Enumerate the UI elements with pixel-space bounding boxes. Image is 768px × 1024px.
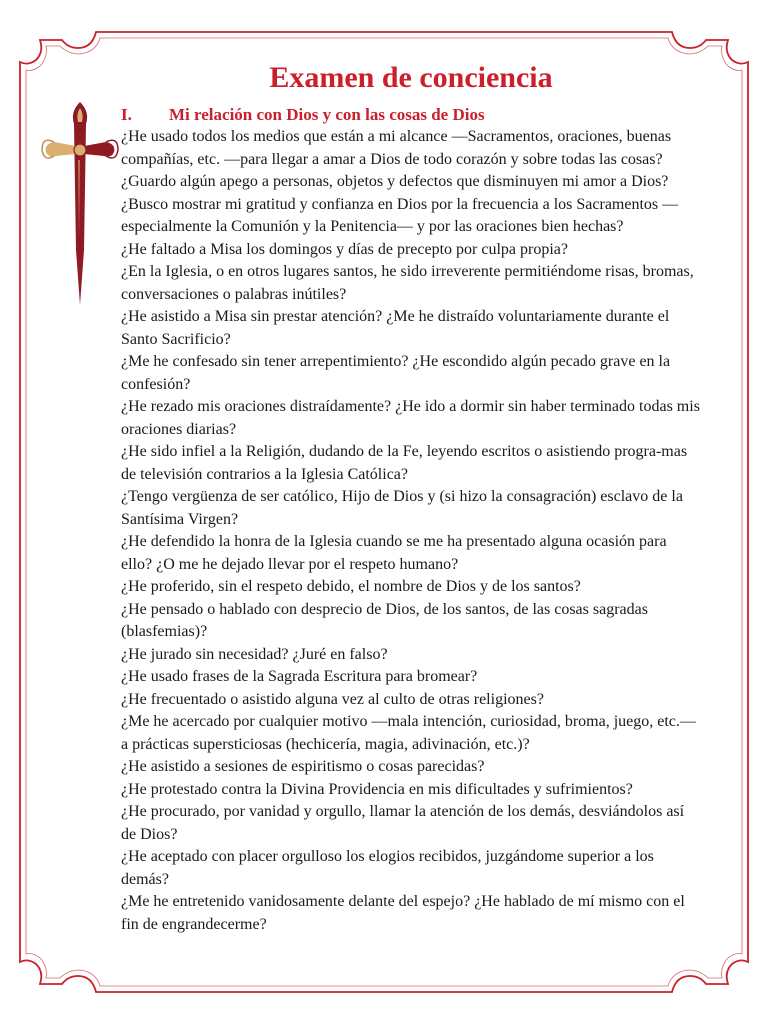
questions-list <box>121 126 701 936</box>
question-item: ¿He usado frases de la Sagrada Escritura para bromear? <box>121 668 478 685</box>
question-item: ¿En la Iglesia, o en otros lugares santos, he sido irreverente permitiéndome risas, bromas, conversaciones o palabras inútiles? <box>121 263 694 303</box>
cross-of-saint-james-icon <box>40 100 120 310</box>
question-item: ¿He procurado, por vanidad y orgullo, llamar la atención de los demás, desviándolos así de Dios? <box>121 803 685 843</box>
question-item: ¿Tengo vergüenza de ser católico, Hijo de Dios y (si hizo la consagración) esclavo de la Santísima Virgen? <box>121 488 683 528</box>
section-title: Mi relación con Dios y con las cosas de Dios <box>169 105 485 124</box>
question-item: ¿He proferido, sin el respeto debido, el nombre de Dios y de los santos? <box>121 578 581 595</box>
section-number: I. <box>121 105 132 124</box>
question-item: ¿He asistido a sesiones de espiritismo o cosas parecidas? <box>121 758 485 775</box>
question-item: ¿He rezado mis oraciones distraídamente? ¿He ido a dormir sin haber terminado todas mis oraciones diarias? <box>121 398 700 438</box>
question-item: ¿He aceptado con placer orgulloso los elogios recibidos, juzgándome superior a los demás? <box>121 848 654 888</box>
question-item: ¿He sido infiel a la Religión, dudando de la Fe, leyendo escritos o asistiendo progra-mas de televisión contrarios a la Iglesia Católica? <box>121 443 688 483</box>
page-title: Examen de conciencia <box>269 61 553 94</box>
question-item: ¿Me he entretenido vanidosamente delante del espejo? ¿He hablado de mí mismo con el fin de engrandecerme? <box>121 893 685 933</box>
question-item: ¿Guardo algún apego a personas, objetos y defectos que disminuyen mi amor a Dios? <box>121 173 669 190</box>
question-item: ¿Me he confesado sin tener arrepentimiento? ¿He escondido algún pecado grave en la confesión? <box>121 353 671 393</box>
section-heading <box>121 104 701 126</box>
question-item: ¿He frecuentado o asistido alguna vez al culto de otras religiones? <box>121 690 544 708</box>
question-item: ¿He protestado contra la Divina Providencia en mis dificultades y sufrimientos? <box>121 780 633 798</box>
question-item: ¿He jurado sin necesidad? ¿Juré en falso? <box>121 645 388 663</box>
question-item: ¿He faltado a Misa los domingos y días de precepto por culpa propia? <box>121 240 568 258</box>
question-item: ¿He asistido a Misa sin prestar atención? ¿Me he distraído voluntariamente durante el Santo Sacrificio? <box>121 308 670 348</box>
question-item: ¿Busco mostrar mi gratitud y confianza en Dios por la frecuencia a los Sacramentos —especialmente la Comunión y la Penitencia— y por las oraciones bien hechas? <box>121 195 679 235</box>
question-item: ¿He pensado o hablado con desprecio de Dios, de los santos, de las cosas sagradas (blasfemias)? <box>121 600 648 640</box>
document-body <box>121 58 701 936</box>
question-item: ¿He usado todos los medios que están a mi alcance —Sacramentos, oraciones, buenas compañías, etc. —para llegar a amar a Dios de todo corazón y sobre todas las cosas? <box>121 128 672 168</box>
question-item: ¿He defendido la honra de la Iglesia cuando se me ha presentado alguna ocasión para ello? ¿O me he dejado llevar por el respeto humano? <box>121 533 667 573</box>
question-item: ¿Me he acercado por cualquier motivo —mala intención, curiosidad, broma, juego, etc.— a prácticas supersticiosas (hechicería, magia, adivinación, etc.)? <box>121 713 696 753</box>
